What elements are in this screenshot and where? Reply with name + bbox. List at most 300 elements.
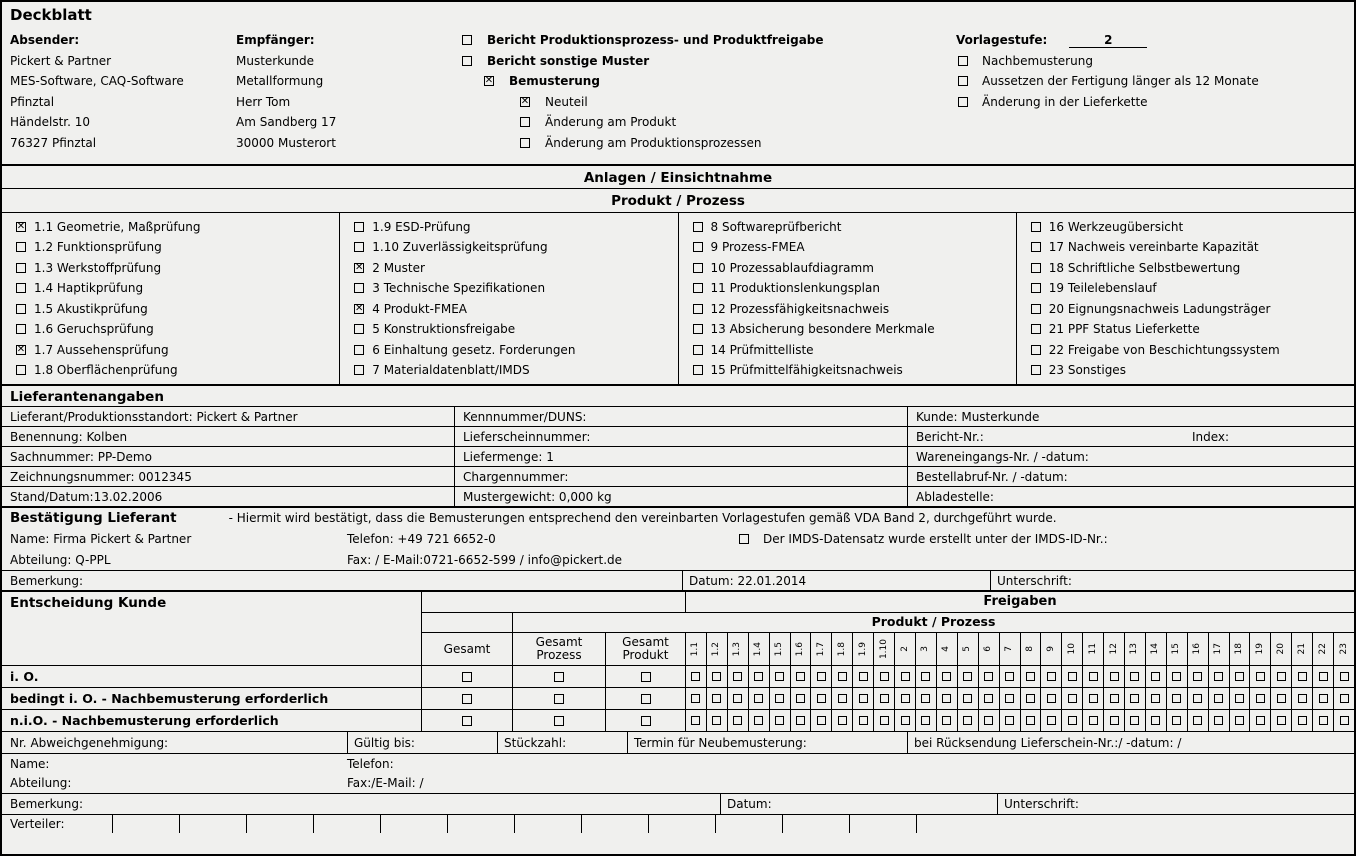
field-liefermenge[interactable]: Liefermenge: 1 [454,447,907,466]
anlagen-item[interactable] [1031,261,1354,275]
verteiler-cell[interactable] [112,815,179,833]
freigabe-checkbox[interactable] [817,694,826,703]
field-kunde-name[interactable]: Name: [10,756,50,771]
anlagen-item[interactable] [16,363,339,377]
checkbox-icon[interactable] [1031,222,1041,232]
checkbox-icon[interactable] [16,365,26,375]
freigabe-cell [957,666,978,687]
freigabe-checkbox[interactable] [1193,694,1202,703]
freigabe-checkbox[interactable] [1319,716,1328,725]
checkbox-icon[interactable] [693,263,703,273]
verteiler-cell[interactable] [581,815,648,833]
anlagen-item[interactable] [693,261,1016,275]
freigabe-checkbox[interactable] [963,672,972,681]
freigabe-checkbox[interactable] [880,694,889,703]
freigabe-checkbox[interactable] [921,672,930,681]
option-nachbemusterung[interactable] [956,51,1346,72]
checkbox-icon[interactable] [693,324,703,334]
freigabe-cell [769,666,790,687]
freigabe-checkbox[interactable] [796,716,805,725]
freigabe-column-label: 22 [1317,643,1328,655]
freigabe-cell [1124,666,1145,687]
gesamt-cell [422,666,512,687]
field-name[interactable]: Name: Firma Pickert & Partner [10,531,192,546]
option-bemusterung[interactable] [462,71,956,92]
freigabe-checkbox[interactable] [1068,672,1077,681]
freigabe-column-header [873,633,894,665]
option-aussetzen-fertigung[interactable] [956,71,1346,92]
gesamt-prozess-checkbox[interactable] [554,694,564,704]
checkbox-icon[interactable] [16,242,26,252]
freigabe-checkbox[interactable] [1130,672,1139,681]
field-kunde-fax-email[interactable]: Fax:/E-Mail: / [347,776,424,790]
verteiler-cell[interactable] [179,815,246,833]
anlagen-item[interactable] [16,302,339,316]
freigabe-checkbox[interactable] [838,672,847,681]
imds-label: Der IMDS-Datensatz wurde erstellt unter der IMDS-ID-Nr.: [763,531,1108,546]
freigabe-checkbox[interactable] [1214,694,1223,703]
freigabe-checkbox[interactable] [817,716,826,725]
freigabe-checkbox[interactable] [754,716,763,725]
option-aenderung-produkt[interactable] [462,112,956,133]
gesamt-produkt-checkbox[interactable] [641,716,651,726]
anlagen-item[interactable] [16,281,339,295]
freigabe-cell [790,666,811,687]
freigabe-cell [1103,666,1124,687]
freigabe-checkbox[interactable] [984,716,993,725]
checkbox-icon[interactable] [16,304,26,314]
freigabe-checkbox[interactable] [984,694,993,703]
freigabe-checkbox[interactable] [1151,672,1160,681]
freigabe-checkbox[interactable] [1277,672,1286,681]
freigabe-checkbox[interactable] [942,716,951,725]
anlagen-item[interactable] [1031,343,1354,357]
checkbox-icon[interactable] [1031,365,1041,375]
anlagen-item[interactable] [1031,302,1354,316]
freigabe-checkbox[interactable] [1256,716,1265,725]
freigabe-checkbox[interactable] [838,716,847,725]
freigabe-checkbox[interactable] [1277,716,1286,725]
freigabe-checkbox[interactable] [1340,716,1349,725]
gesamt-prozess-cell [512,688,605,709]
anlagen-item[interactable] [354,363,677,377]
freigabe-checkbox[interactable] [1026,672,1035,681]
field-mustergewicht[interactable]: Mustergewicht: 0,000 kg [454,487,907,506]
option-aenderung-produktionsprozess[interactable] [462,133,956,154]
freigabe-checkbox[interactable] [1319,694,1328,703]
freigabe-checkbox[interactable] [1130,694,1139,703]
empfaenger-lines [236,51,462,154]
checkbox-icon[interactable] [1031,263,1041,273]
freigabe-checkbox[interactable] [691,672,700,681]
freigabe-checkbox[interactable] [1235,672,1244,681]
checkbox-icon[interactable] [354,242,364,252]
freigabe-checkbox[interactable] [796,672,805,681]
freigabe-checkbox[interactable] [942,672,951,681]
field-kunde-unterschrift[interactable]: Unterschrift: [997,794,1354,814]
checkbox-icon[interactable] [354,263,364,273]
field-index[interactable]: Index: [1192,429,1230,444]
field-stueckzahl[interactable]: Stückzahl: [497,732,627,753]
freigabe-column-header [1082,633,1103,665]
anlagen-item-label: 14 Prüfmittelliste [710,342,814,357]
freigabe-cell [1187,666,1208,687]
freigabe-checkbox[interactable] [1256,694,1265,703]
anlagen-item[interactable] [693,302,1016,316]
decision-label: n.i.O. - Nachbemusterung erforderlich [2,710,422,731]
checkbox-icon[interactable] [16,345,26,355]
freigaben-produkt-prozess-title: Produkt / Prozess [512,613,1354,632]
freigabe-column-label: 1.8 [836,641,847,657]
header-section [2,2,1354,164]
freigabe-checkbox[interactable] [1026,694,1035,703]
verteiler-cell[interactable] [447,815,514,833]
anlagen-item-label: 22 Freigabe von Beschichtungssystem [1048,342,1280,357]
field-zeichnungsnummer[interactable]: Zeichnungsnummer: 0012345 [10,469,192,484]
checkbox-icon[interactable] [958,97,968,107]
anlagen-item[interactable] [354,240,677,254]
checkbox-icon[interactable] [16,263,26,273]
checkbox-icon[interactable] [1031,345,1041,355]
verteiler-cell[interactable] [648,815,715,833]
absender-line: MES-Software, CAQ-Software [10,74,184,88]
freigabe-checkbox[interactable] [963,694,972,703]
checkbox-icon[interactable] [1031,304,1041,314]
anlagen-item[interactable] [1031,281,1354,295]
anlagen-item[interactable] [693,322,1016,336]
field-telefon[interactable]: Telefon: +49 721 6652-0 [347,531,496,546]
checkbox-icon[interactable] [693,365,703,375]
verteiler-cell[interactable] [715,815,782,833]
anlagen-item[interactable] [1031,363,1354,377]
freigabe-checkbox[interactable] [733,672,742,681]
gesamt-checkbox[interactable] [462,694,472,704]
freigabe-checkbox[interactable] [733,716,742,725]
field-wareneingang[interactable]: Wareneingangs-Nr. / -datum: [907,447,1354,466]
freigabe-cell [1040,666,1061,687]
freigabe-checkbox[interactable] [796,694,805,703]
checkbox-icon[interactable] [354,324,364,334]
freigabe-checkbox[interactable] [691,716,700,725]
verteiler-cell[interactable] [782,815,849,833]
freigabe-checkbox[interactable] [880,716,889,725]
field-ruecksendung-lieferschein[interactable]: bei Rücksendung Lieferschein-Nr.:/ -datum: / [907,732,1354,753]
freigabe-cells [685,666,1354,687]
checkbox-icon[interactable] [16,222,26,232]
freigabe-checkbox[interactable] [1235,716,1244,725]
verteiler-cell[interactable] [514,815,581,833]
field-abladestelle[interactable]: Abladestelle: [907,487,1354,506]
option-label: Bemusterung [509,74,600,89]
field-gueltig-bis[interactable]: Gültig bis: [347,732,497,753]
gesamt-prozess-checkbox[interactable] [554,716,564,726]
field-kunde-telefon[interactable]: Telefon: [347,756,394,771]
freigabe-checkbox[interactable] [712,672,721,681]
freigabe-checkbox[interactable] [942,694,951,703]
gesamt-produkt-checkbox[interactable] [641,694,651,704]
field-bericht-nr-index [907,427,1354,446]
freigabe-checkbox[interactable] [1172,694,1181,703]
checkbox-icon[interactable] [354,304,364,314]
checkbox-icon[interactable] [354,365,364,375]
anlagen-item[interactable] [354,322,677,336]
anlagen-item-label: 6 Einhaltung gesetz. Forderungen [372,342,576,357]
anlagen-item[interactable] [1031,220,1354,234]
freigabe-checkbox[interactable] [859,672,868,681]
freigabe-cell [999,688,1020,709]
field-bemerkung[interactable]: Bemerkung: [10,573,84,588]
checkbox-icon[interactable] [354,345,364,355]
freigabe-column-header [1040,633,1061,665]
gesamt-checkbox[interactable] [462,716,472,726]
freigabe-cell [685,688,706,709]
freigabe-checkbox[interactable] [1005,694,1014,703]
field-termin-neubemusterung[interactable]: Termin für Neubemusterung: [627,732,907,753]
verteiler-cell[interactable] [849,815,916,833]
kunde-name-row [2,753,1354,773]
option-neuteil[interactable] [462,92,956,113]
field-abweichgenehmigung[interactable]: Nr. Abweichgenehmigung: [10,735,169,750]
freigabe-checkbox[interactable] [1193,672,1202,681]
freigabe-checkbox[interactable] [859,694,868,703]
freigabe-checkbox[interactable] [691,694,700,703]
freigabe-checkbox[interactable] [880,672,889,681]
option-bericht-sonstige-muster[interactable] [462,51,956,72]
verteiler-cell[interactable] [380,815,447,833]
bestaetigung-row [2,506,1354,528]
freigabe-checkbox[interactable] [1130,716,1139,725]
freigabe-checkbox[interactable] [1172,672,1181,681]
freigabe-checkbox[interactable] [1214,672,1223,681]
field-fax-email[interactable]: Fax: / E-Mail:0721-6652-599 / info@pickert.de [347,552,623,567]
freigabe-cell [1333,666,1354,687]
anlagen-item-label: 11 Produktionslenkungsplan [710,281,880,296]
freigabe-checkbox[interactable] [775,716,784,725]
freigabe-checkbox[interactable] [963,716,972,725]
table-row [2,466,1354,486]
freigabe-column-label: 15 [1171,643,1182,655]
checkbox-icon[interactable] [958,76,968,86]
checkbox-icon[interactable] [693,222,703,232]
field-kunde-abteilung[interactable]: Abteilung: [10,776,72,790]
freigabe-column-label: 2 [899,646,910,652]
vorlagestufe-value[interactable]: 2 [1069,33,1147,48]
bemerkung-kunde-row [2,793,1354,814]
freigabe-column-label: 17 [1213,643,1224,655]
checkbox-icon[interactable] [739,534,749,544]
field-abteilung[interactable]: Abteilung: Q-PPL [10,552,111,567]
gesamt-produkt-cell [605,688,685,709]
freigabe-checkbox[interactable] [1047,694,1056,703]
anlagen-item[interactable] [354,261,677,275]
freigabe-checkbox[interactable] [1319,672,1328,681]
anlagen-item[interactable] [1031,322,1354,336]
checkbox-icon[interactable] [520,97,530,107]
table-row [2,406,1354,426]
freigabe-column-label: 20 [1275,643,1286,655]
option-bericht-produktfreigabe[interactable] [462,30,956,51]
freigabe-cell [810,710,831,731]
bemerkung-lieferant-row [2,570,1354,590]
freigabe-checkbox[interactable] [901,716,910,725]
abweichgenehmigung-row [2,731,1354,753]
freigabe-checkbox[interactable] [712,716,721,725]
checkbox-icon[interactable] [484,76,494,86]
freigabe-checkbox[interactable] [1172,716,1181,725]
freigabe-checkbox[interactable] [1110,672,1119,681]
field-unterschrift[interactable]: Unterschrift: [990,571,1354,590]
freigabe-cell [1229,666,1250,687]
freigabe-checkbox[interactable] [1214,716,1223,725]
field-kunde[interactable]: Kunde: Musterkunde [907,407,1354,426]
checkbox-icon[interactable] [520,117,530,127]
freigabe-checkbox[interactable] [1298,694,1307,703]
field-kunde-datum[interactable]: Datum: [720,794,997,814]
verteiler-cell[interactable] [313,815,380,833]
verteiler-cell[interactable] [246,815,313,833]
freigabe-checkbox[interactable] [1340,694,1349,703]
field-lieferant-produktionsstandort[interactable]: Lieferant/Produktionsstandort: Pickert & Partner [10,409,298,424]
field-sachnummer[interactable]: Sachnummer: PP-Demo [10,449,152,464]
field-kunde-bemerkung[interactable]: Bemerkung: [10,797,84,811]
freigabe-checkbox[interactable] [1256,672,1265,681]
freigabe-column-header [1145,633,1166,665]
freigabe-checkbox[interactable] [838,694,847,703]
freigabe-checkbox[interactable] [984,672,993,681]
freigabe-column-label: 1.3 [732,641,743,657]
freigabe-checkbox[interactable] [1047,672,1056,681]
checkbox-icon[interactable] [693,304,703,314]
anlagen-item[interactable] [693,240,1016,254]
bestaetigung-text: - Hiermit wird bestätigt, dass die Bemusterungen entsprechend den vereinbarten Vorlagestufen gemäß VDA Band 2, durchgeführt wurde. [228,511,1057,525]
freigabe-checkbox[interactable] [1068,716,1077,725]
freigabe-column-label: 21 [1296,643,1307,655]
checkbox-icon[interactable] [16,283,26,293]
checkbox-icon[interactable] [354,222,364,232]
checkbox-icon[interactable] [520,138,530,148]
freigabe-checkbox[interactable] [817,672,826,681]
freigabe-checkbox[interactable] [1298,716,1307,725]
anlagen-item[interactable] [16,240,339,254]
freigabe-checkbox[interactable] [1151,716,1160,725]
field-lieferscheinnummer[interactable]: Lieferscheinnummer: [454,427,907,446]
freigabe-checkbox[interactable] [1089,694,1098,703]
freigabe-checkbox[interactable] [712,694,721,703]
field-benennung[interactable]: Benennung: Kolben [10,429,128,444]
anlagen-item[interactable] [693,343,1016,357]
anlagen-item[interactable] [693,281,1016,295]
freigabe-checkbox[interactable] [1005,672,1014,681]
checkbox-icon[interactable] [693,242,703,252]
anlagen-item[interactable] [16,220,339,234]
freigabe-checkbox[interactable] [921,694,930,703]
freigabe-column-label: 19 [1254,643,1265,655]
checkbox-icon[interactable] [958,56,968,66]
verteiler-cell-wide[interactable] [916,815,1354,833]
freigabe-cell [1145,688,1166,709]
field-datum[interactable]: Datum: 22.01.2014 [682,571,990,590]
freigabe-column-header [852,633,873,665]
field-bericht-nr[interactable]: Bericht-Nr.: [916,429,984,444]
freigabe-checkbox[interactable] [901,672,910,681]
freigabe-cell [1270,710,1291,731]
verteiler-cells [112,815,916,833]
field-stand-datum[interactable]: Stand/Datum:13.02.2006 [10,489,163,504]
anlagen-item[interactable] [16,343,339,357]
field-chargennummer[interactable]: Chargennummer: [454,467,907,486]
freigabe-checkbox[interactable] [775,694,784,703]
anlagen-item[interactable] [1031,240,1354,254]
checkbox-icon[interactable] [1031,242,1041,252]
freigabe-checkbox[interactable] [1110,716,1119,725]
freigabe-checkbox[interactable] [1340,672,1349,681]
gesamt-produkt-checkbox[interactable] [641,672,651,682]
freigabe-checkbox[interactable] [1089,672,1098,681]
freigabe-checkbox[interactable] [754,694,763,703]
freigabe-checkbox[interactable] [901,694,910,703]
freigabe-cell [1145,710,1166,731]
anlagen-item[interactable] [693,363,1016,377]
anlagen-item[interactable] [354,220,677,234]
anlagen-item[interactable] [693,220,1016,234]
freigabe-checkbox[interactable] [1151,694,1160,703]
checkbox-icon[interactable] [462,56,472,66]
freigabe-checkbox[interactable] [1005,716,1014,725]
option-aenderung-lieferkette[interactable] [956,92,1346,113]
checkbox-icon[interactable] [1031,324,1041,334]
freigabe-checkbox[interactable] [1277,694,1286,703]
freigabe-checkbox[interactable] [1298,672,1307,681]
freigabe-checkbox[interactable] [1235,694,1244,703]
imds-option[interactable] [739,532,1108,546]
freigabe-checkbox[interactable] [1089,716,1098,725]
empfaenger-line: Metallformung [236,74,324,88]
freigabe-checkbox[interactable] [1068,694,1077,703]
freigabe-cell [1187,688,1208,709]
freigabe-checkbox[interactable] [775,672,784,681]
freigabe-cell [873,666,894,687]
checkbox-icon[interactable] [693,345,703,355]
field-bestellabruf[interactable]: Bestellabruf-Nr. / -datum: [907,467,1354,486]
checkbox-icon[interactable] [16,324,26,334]
gesamt-prozess-checkbox[interactable] [554,672,564,682]
freigabe-cell [1312,688,1333,709]
anlagen-item[interactable] [16,261,339,275]
freigabe-checkbox[interactable] [733,694,742,703]
freigabe-checkbox[interactable] [1026,716,1035,725]
field-kennnummer-duns[interactable]: Kennnummer/DUNS: [454,407,907,426]
freigabe-checkbox[interactable] [1047,716,1056,725]
checkbox-icon[interactable] [462,35,472,45]
anlagen-item[interactable] [16,322,339,336]
freigabe-checkbox[interactable] [754,672,763,681]
freigabe-column-label: 12 [1108,643,1119,655]
freigabe-checkbox[interactable] [921,716,930,725]
anlagen-item-label: 9 Prozess-FMEA [710,240,805,255]
anlagen-column-4 [1016,213,1354,384]
gesamt-checkbox[interactable] [462,672,472,682]
anlagen-item[interactable] [354,281,677,295]
anlagen-item[interactable] [354,343,677,357]
checkbox-icon[interactable] [354,283,364,293]
checkbox-icon[interactable] [1031,283,1041,293]
freigabe-checkbox[interactable] [1110,694,1119,703]
freigabe-checkbox[interactable] [1193,716,1202,725]
anlagen-item[interactable] [354,302,677,316]
anlagen-item-label: 1.9 ESD-Prüfung [372,219,471,234]
checkbox-icon[interactable] [693,283,703,293]
freigabe-checkbox[interactable] [859,716,868,725]
